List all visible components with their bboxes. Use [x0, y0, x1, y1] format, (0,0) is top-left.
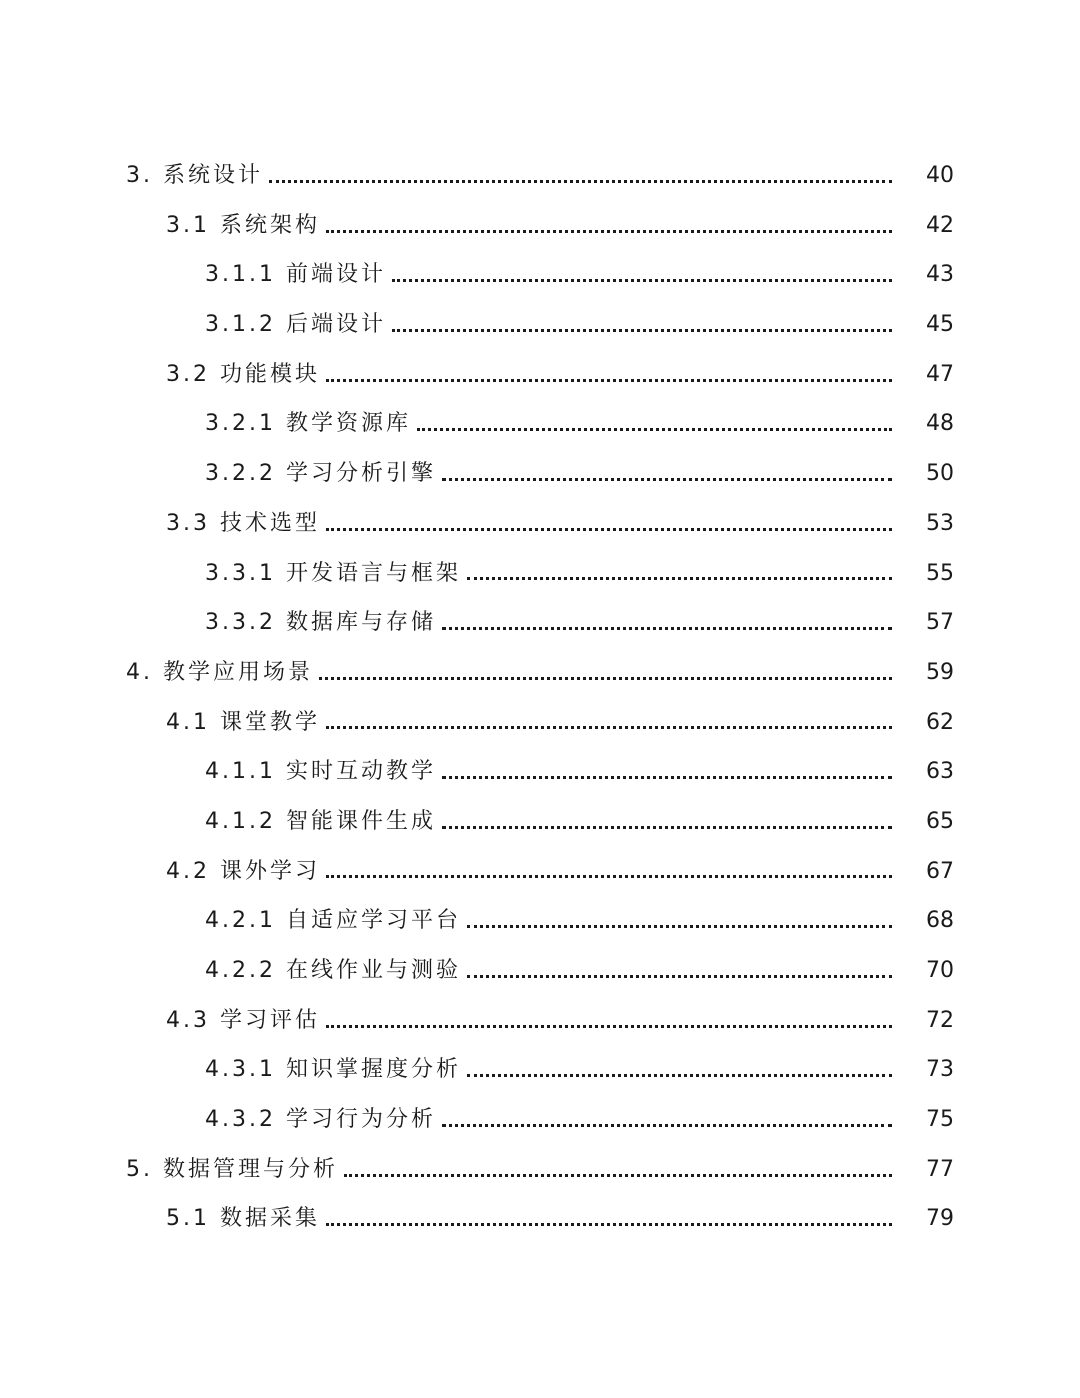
toc-entry-title: 3.2.1 教学资源库	[205, 411, 411, 437]
toc-entry-title: 4.3 学习评估	[166, 1007, 320, 1033]
toc-entry[interactable]	[0, 996, 1080, 1046]
toc-entry[interactable]	[0, 499, 1080, 549]
toc-entry-title: 4.1.2 智能课件生成	[205, 808, 436, 834]
toc-entry[interactable]	[0, 847, 1080, 897]
toc-dot-leader	[269, 179, 892, 183]
toc-entry[interactable]	[0, 250, 1080, 300]
toc-entry-title: 4.3.1 知识掌握度分析	[205, 1057, 461, 1083]
toc-entry-title: 4.1.1 实时互动教学	[205, 759, 436, 785]
toc-entry[interactable]	[0, 549, 1080, 599]
toc-dot-leader	[442, 477, 892, 481]
toc-entry[interactable]	[0, 300, 1080, 350]
toc-page-number: 77	[926, 1156, 954, 1182]
toc-page-number: 68	[926, 908, 954, 934]
toc-page-number: 63	[926, 759, 954, 785]
toc-page-number: 79	[926, 1206, 954, 1232]
toc-dot-leader	[392, 328, 892, 332]
toc-page-number: 57	[926, 610, 954, 636]
toc-dot-leader	[344, 1173, 892, 1177]
toc-entry[interactable]	[0, 1095, 1080, 1145]
toc-dot-leader	[319, 676, 892, 680]
toc-entry[interactable]	[0, 896, 1080, 946]
toc-page-number: 59	[926, 659, 954, 685]
table-of-contents	[0, 151, 1080, 1244]
toc-entry-title: 4. 教学应用场景	[126, 659, 313, 685]
toc-page-number: 73	[926, 1057, 954, 1083]
toc-page-number: 75	[926, 1107, 954, 1133]
toc-entry[interactable]	[0, 399, 1080, 449]
toc-dot-leader	[467, 1073, 892, 1077]
toc-entry[interactable]	[0, 1045, 1080, 1095]
toc-dot-leader	[326, 229, 892, 233]
toc-entry[interactable]	[0, 350, 1080, 400]
toc-dot-leader	[326, 1024, 892, 1028]
toc-entry[interactable]	[0, 698, 1080, 748]
toc-dot-leader	[467, 576, 892, 580]
toc-page-number: 65	[926, 808, 954, 834]
toc-page-number: 72	[926, 1007, 954, 1033]
toc-page-number: 47	[926, 361, 954, 387]
toc-entry-title: 4.2.1 自适应学习平台	[205, 908, 461, 934]
toc-dot-leader	[326, 874, 892, 878]
toc-dot-leader	[467, 974, 892, 978]
toc-page-number: 43	[926, 262, 954, 288]
toc-dot-leader	[467, 924, 892, 928]
toc-dot-leader	[392, 278, 892, 282]
toc-entry[interactable]	[0, 598, 1080, 648]
toc-dot-leader	[326, 527, 892, 531]
toc-entry-title: 4.3.2 学习行为分析	[205, 1107, 436, 1133]
toc-page-number: 70	[926, 958, 954, 983]
toc-page-number: 40	[926, 163, 954, 188]
toc-entry-title: 3.3.1 开发语言与框架	[205, 560, 461, 586]
toc-entry[interactable]	[0, 946, 1080, 996]
toc-entry-title: 3.3 技术选型	[166, 510, 320, 536]
toc-entry[interactable]	[0, 747, 1080, 797]
toc-entry[interactable]	[0, 201, 1080, 251]
toc-entry-title: 3.1 系统架构	[166, 212, 320, 238]
toc-page-number: 53	[926, 510, 954, 536]
toc-page-number: 67	[926, 858, 954, 884]
toc-entry-title: 3.3.2 数据库与存储	[205, 610, 436, 636]
toc-entry-title: 3.2 功能模块	[166, 361, 320, 387]
toc-entry[interactable]	[0, 797, 1080, 847]
toc-entry[interactable]	[0, 151, 1080, 201]
toc-dot-leader	[326, 1222, 892, 1226]
toc-entry[interactable]	[0, 1194, 1080, 1244]
toc-dot-leader	[417, 427, 892, 431]
toc-dot-leader	[442, 775, 892, 779]
toc-entry-title: 3.1.2 后端设计	[205, 312, 386, 338]
toc-page-number: 62	[926, 709, 954, 735]
toc-dot-leader	[326, 378, 892, 382]
toc-entry[interactable]	[0, 1145, 1080, 1195]
toc-entry-title: 5. 数据管理与分析	[126, 1156, 338, 1182]
toc-entry-title: 4.2 课外学习	[166, 858, 320, 884]
toc-entry-title: 3.1.1 前端设计	[205, 262, 386, 288]
toc-page-number: 48	[926, 411, 954, 437]
toc-entry[interactable]	[0, 449, 1080, 499]
toc-entry-title: 5.1 数据采集	[166, 1206, 320, 1232]
toc-page-number: 42	[926, 212, 954, 238]
toc-entry[interactable]	[0, 648, 1080, 698]
toc-page-number: 45	[926, 312, 954, 338]
toc-dot-leader	[326, 725, 892, 729]
toc-dot-leader	[442, 626, 892, 630]
toc-entry-title: 3. 系统设计	[126, 163, 263, 188]
toc-entry-title: 3.2.2 学习分析引擎	[205, 461, 436, 487]
toc-dot-leader	[442, 825, 892, 829]
toc-entry-title: 4.2.2 在线作业与测验	[205, 958, 461, 983]
toc-page-number: 50	[926, 461, 954, 487]
toc-page-number: 55	[926, 560, 954, 586]
toc-entry-title: 4.1 课堂教学	[166, 709, 320, 735]
toc-dot-leader	[442, 1123, 892, 1127]
